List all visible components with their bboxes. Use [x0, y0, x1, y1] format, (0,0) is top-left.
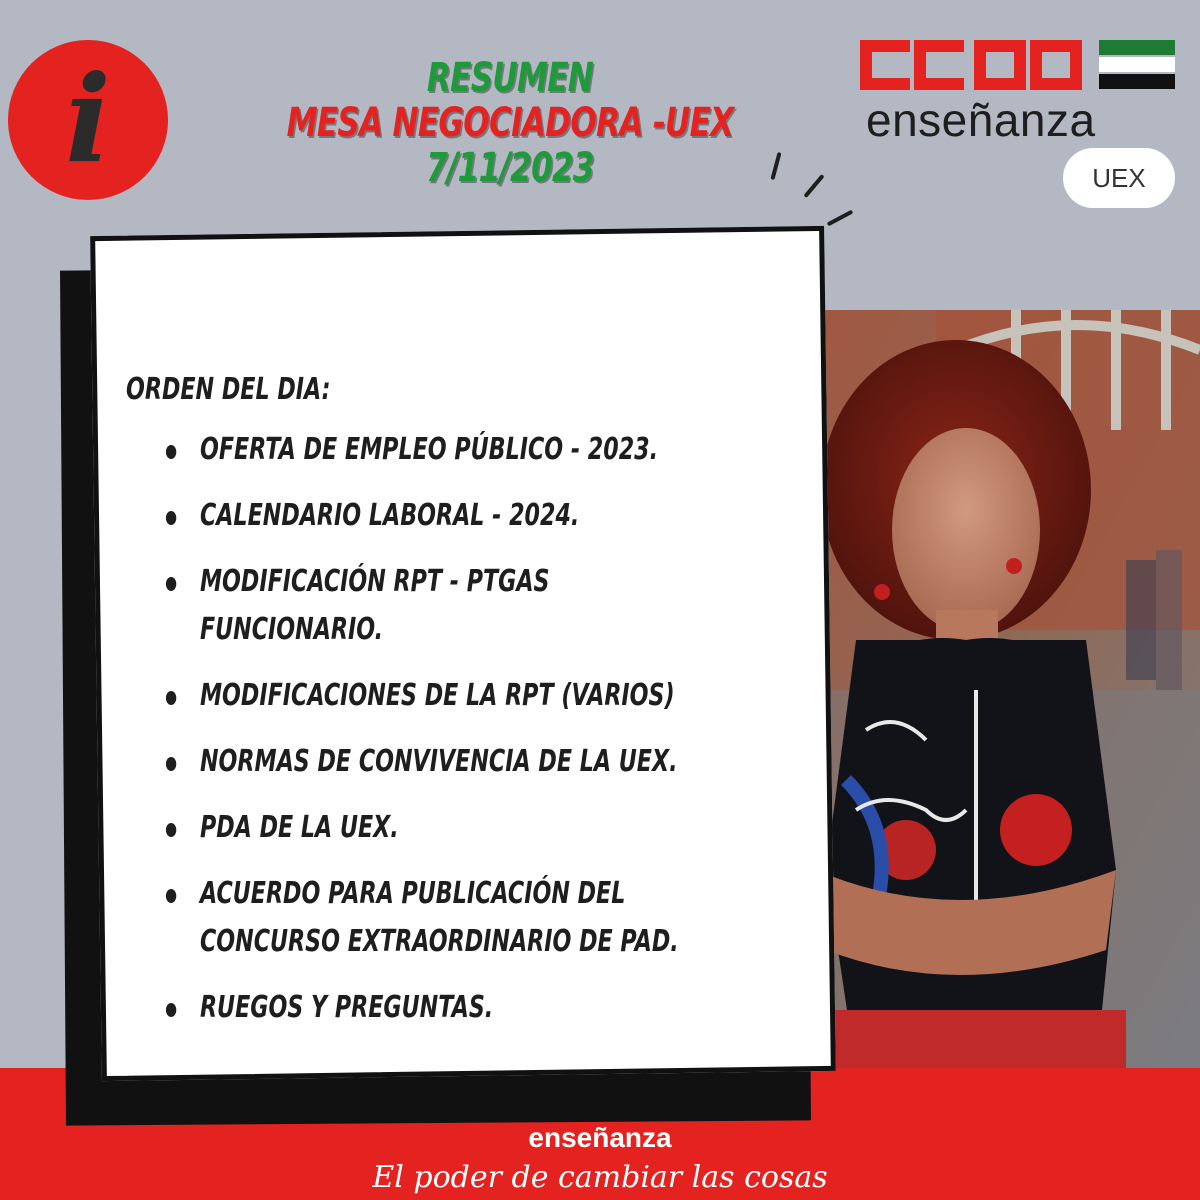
agenda-item-line: CALENDARIO LABORAL - 2024.: [199, 498, 580, 533]
footer-wordmark: enseñanza: [528, 1122, 672, 1153]
agenda-item-line: NORMAS DE CONVIVENCIA DE LA UEX.: [199, 744, 678, 779]
agenda-item: [160, 984, 796, 1032]
agenda-item: [160, 492, 796, 540]
decoration-line: [827, 210, 854, 227]
agenda-item-line: OFERTA DE EMPLEO PÚBLICO - 2023.: [199, 432, 659, 467]
decoration-line: [803, 174, 824, 198]
info-badge: [8, 40, 168, 200]
agenda-item: [160, 804, 796, 852]
agenda-item-line: MODIFICACIÓN RPT - PTGAS: [199, 564, 550, 599]
info-icon: i: [65, 49, 111, 190]
agenda-item-line: MODIFICACIONES DE LA RPT (VARIOS): [199, 678, 675, 713]
agenda-heading: ORDEN DEL DIA:: [126, 372, 331, 407]
agenda-item-line: ACUERDO PARA PUBLICACIÓN DEL: [199, 876, 626, 911]
logo-wordmark: enseñanza: [866, 94, 1096, 146]
flag-stripe-black: [1099, 74, 1175, 89]
title-date: 7/11/2023: [426, 145, 594, 191]
uex-badge: UEX: [1063, 148, 1175, 208]
flag-stripe-white: [1099, 57, 1175, 72]
agenda-item-line: PDA DE LA UEX.: [199, 810, 399, 845]
agenda-item: [160, 558, 796, 654]
agenda-item: [160, 672, 796, 720]
decoration-line: [770, 152, 781, 180]
agenda-list: [160, 426, 1020, 1050]
extremadura-flag: [1099, 40, 1175, 91]
title-mesa-negociadora: MESA NEGOCIADORA -UEX: [286, 100, 734, 146]
agenda-item-line: FUNCIONARIO.: [199, 612, 384, 647]
agenda-item-line: RUEGOS Y PREGUNTAS.: [199, 990, 494, 1025]
agenda-item-line: CONCURSO EXTRAORDINARIO DE PAD.: [199, 924, 679, 959]
flag-stripe-green: [1099, 40, 1175, 55]
agenda-item: [160, 738, 796, 786]
agenda-item: [160, 426, 796, 474]
agenda-item: [160, 870, 796, 966]
footer-slogan: El poder de cambiar las cosas: [372, 1160, 828, 1195]
title-resumen: RESUMEN: [426, 55, 594, 101]
ccoo-logo: [860, 40, 1082, 90]
